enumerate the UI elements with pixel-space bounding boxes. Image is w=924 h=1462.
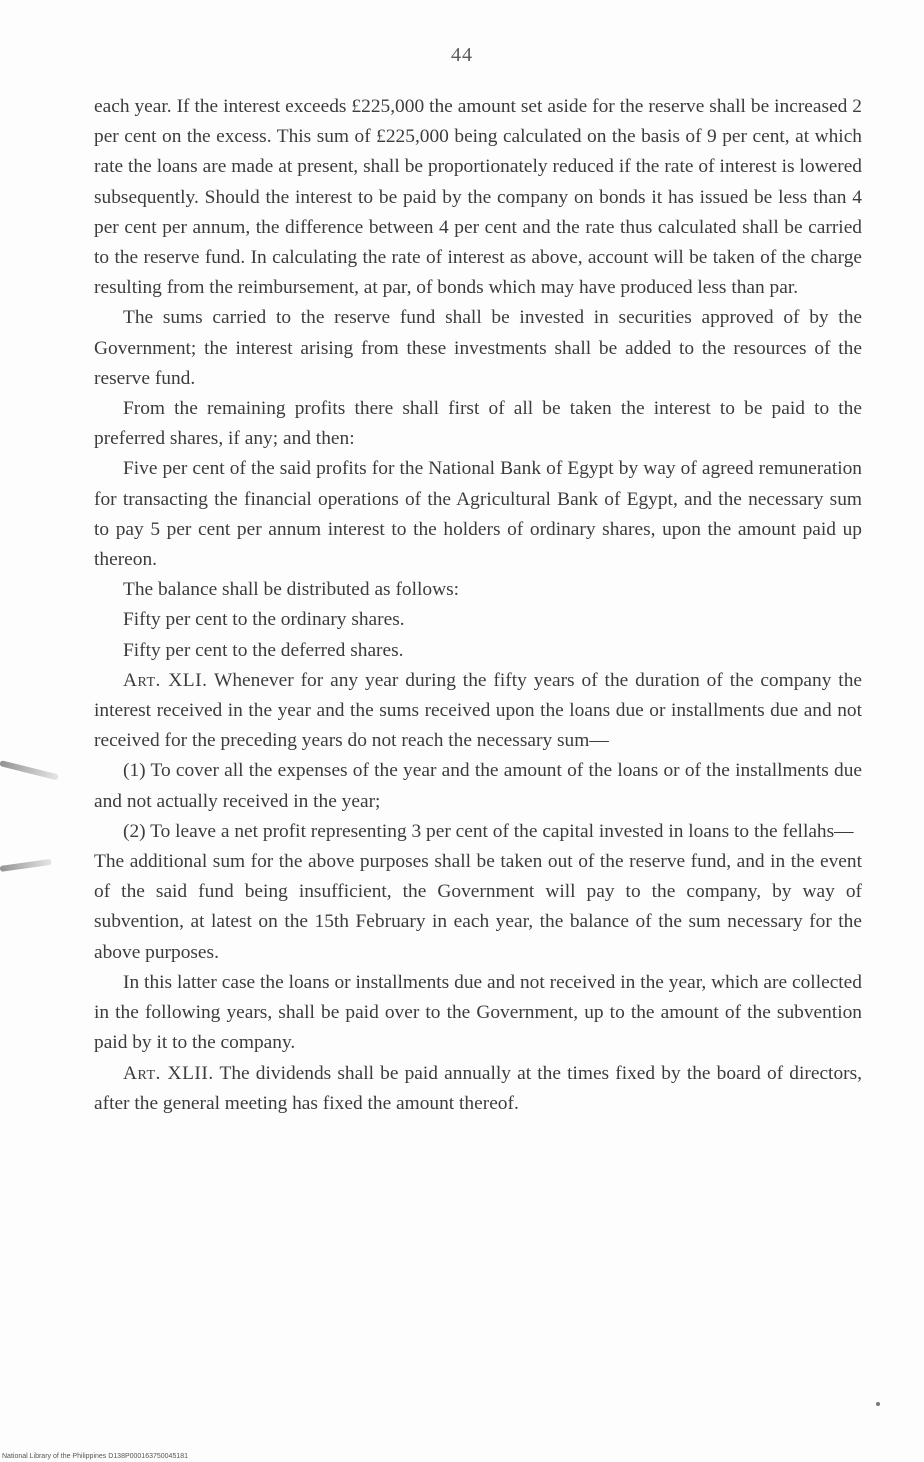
paragraph-clause-1: (1) To cover all the expenses of the year and the amount of the loans or of the installments due and not actually received in the year; bbox=[94, 760, 862, 812]
page-number: 44 bbox=[451, 44, 473, 66]
paragraph-remaining-profits: From the remaining profits there shall first of all be taken the interest to be paid to the preferred shares, if any; and then: bbox=[94, 398, 862, 450]
paragraph-article-42 bbox=[94, 1059, 862, 1119]
footer-credit: National Library of the Philippines D138P000163750045181 bbox=[2, 1453, 189, 1460]
article-text: Whenever for any year during the fifty years of the duration of the company the interest received in the year and the sums received upon the loans due or installments due and not received for the preceding years do not reach the necessary sum— bbox=[94, 669, 862, 752]
paragraph-additional-sum: The additional sum for the above purposes shall be taken out of the reserve fund, and in the event of the said fund being insufficient, the Government will pay to the company, by way of subvention, at latest on the 15th February in each year, the balance of the sum necessary for the above purposes. bbox=[94, 851, 862, 963]
paragraph-reserve-increase: each year. If the interest exceeds £225,000 the amount set aside for the reserve shall be increased 2 per cent on the excess. This sum of £225,000 being calculated on the basis of 9 per cent, at which rate the loans are made at present, shall be proportionately reduced if the rate of interest is lowered subsequently. Should the interest to be paid by the company on bonds it has issued be less than 4 per cent per annum, the difference between 4 per cent and the rate thus calculated shall be carried to the reserve fund. In calculating the rate of interest as above, account will be taken of the charge resulting from the reimbursement, at par, of bonds which may have produced less than par. bbox=[94, 96, 862, 299]
paragraph-deferred-shares: Fifty per cent to the deferred shares. bbox=[123, 639, 404, 661]
article-label: Art. XLI. bbox=[123, 669, 208, 691]
scan-artifact-mark bbox=[0, 859, 52, 872]
paragraph-bank-remuneration: Five per cent of the said profits for the National Bank of Egypt by way of agreed remuneration for transacting the financial operations of the Agricultural Bank of Egypt, and the necessary sum to pay 5 per cent per annum interest to the holders of ordinary shares, upon the amount paid up thereon. bbox=[94, 458, 862, 571]
body-text bbox=[94, 92, 862, 1119]
paragraph-clause-2: (2) To leave a net profit representing 3 per cent of the capital invested in loans to the fellahs— bbox=[123, 820, 854, 842]
scan-artifact-mark bbox=[0, 760, 59, 780]
paragraph-reserve-investment: The sums carried to the reserve fund shall be invested in securities approved of by the Government; the interest arising from these investments shall be added to the resources of the reserve fund. bbox=[94, 307, 862, 389]
paragraph-subvention-repayment: In this latter case the loans or installments due and not received in the year, which are collected in the following years, shall be paid over to the Government, up to the amount of the subvention paid by it to the company. bbox=[94, 971, 862, 1054]
paragraph-ordinary-shares: Fifty per cent to the ordinary shares. bbox=[123, 609, 405, 631]
paragraph-balance-distribution: The balance shall be distributed as follows: bbox=[123, 579, 460, 601]
article-text: The dividends shall be paid annually at the times fixed by the board of directors, after the general meeting has fixed the amount thereof. bbox=[94, 1062, 862, 1114]
scan-artifact-dot bbox=[876, 1402, 880, 1406]
article-label: Art. XLII. bbox=[123, 1062, 214, 1084]
paragraph-article-41 bbox=[94, 666, 862, 757]
